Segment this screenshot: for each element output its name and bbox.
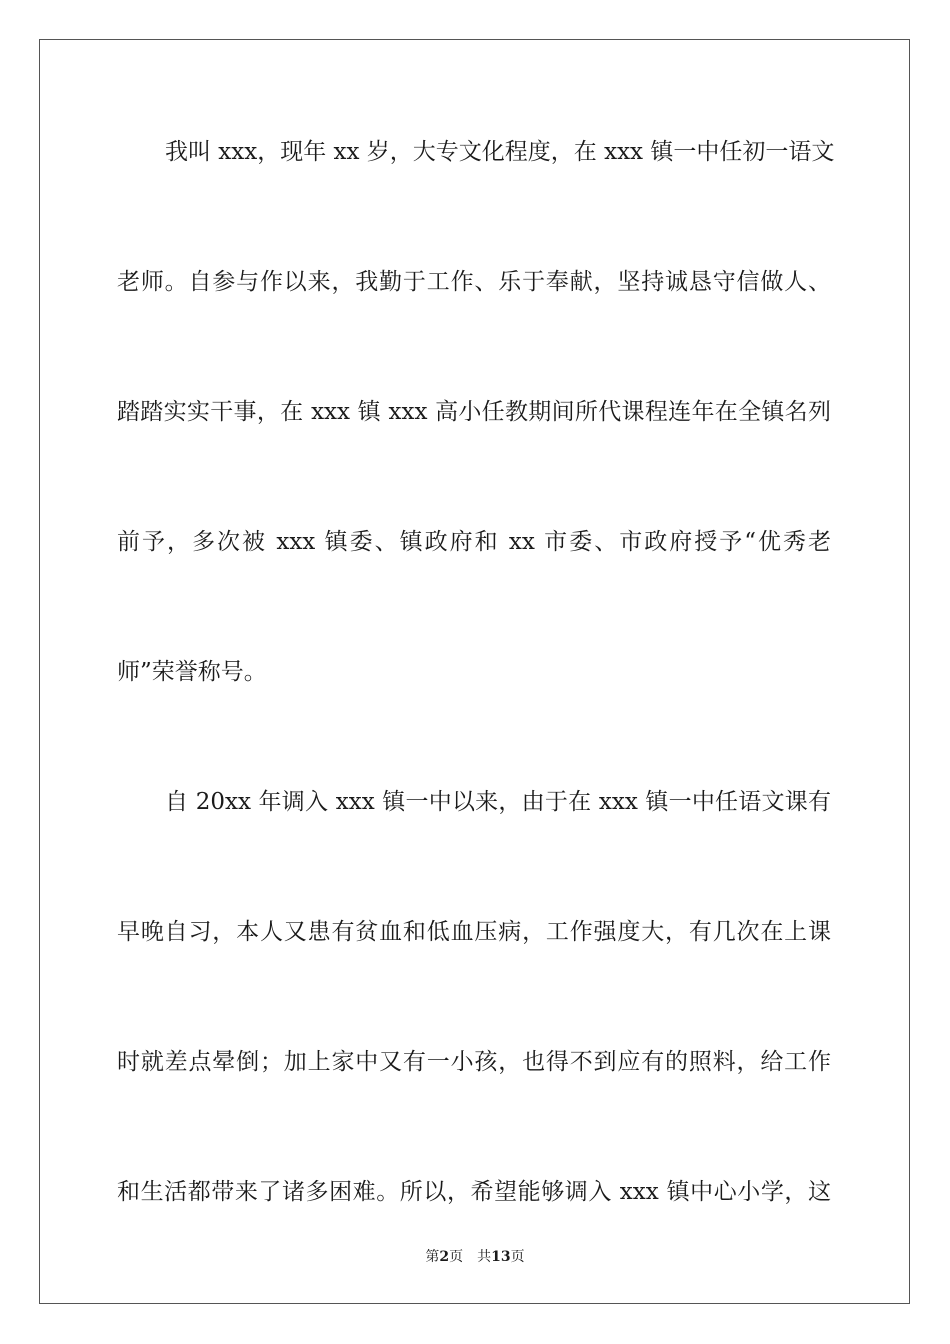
text-line: 前予，多次被 xxx 镇委、镇政府和 xx 市委、市政府授予“优秀老 bbox=[117, 529, 831, 555]
total-suffix: 页 bbox=[510, 1249, 525, 1265]
current-page-number: 2 bbox=[439, 1249, 450, 1265]
document-body bbox=[117, 128, 835, 1298]
total-prefix: 共 bbox=[477, 1249, 492, 1265]
text-line: 我叫 xxx，现年 xx 岁，大专文化程度，在 xxx 镇一中任初一语文 bbox=[165, 139, 835, 165]
text-line: 和生活都带来了诸多困难。所以，希望能够调入 xxx 镇中心小学，这 bbox=[117, 1179, 831, 1205]
paragraph-2 bbox=[117, 778, 831, 1216]
page-suffix: 页 bbox=[449, 1249, 464, 1265]
text-line: 师”荣誉称号。 bbox=[117, 659, 267, 685]
total-page-count: 13 bbox=[491, 1249, 511, 1265]
page-footer bbox=[0, 1246, 950, 1266]
text-line: 老师。自参与作以来，我勤于工作、乐于奉献，坚持诚恳守信做人、 bbox=[117, 269, 831, 295]
paragraph-1 bbox=[117, 128, 835, 696]
text-line: 踏踏实实干事，在 xxx 镇 xxx 高小任教期间所代课程连年在全镇名列 bbox=[117, 399, 831, 425]
text-line: 自 20xx 年调入 xxx 镇一中以来，由于在 xxx 镇一中任语文课有 bbox=[165, 789, 831, 815]
text-line: 时就差点晕倒；加上家中又有一小孩，也得不到应有的照料，给工作 bbox=[117, 1049, 831, 1075]
text-line: 早晚自习，本人又患有贫血和低血压病，工作强度大，有几次在上课 bbox=[117, 919, 831, 945]
page-prefix: 第 bbox=[425, 1249, 440, 1265]
